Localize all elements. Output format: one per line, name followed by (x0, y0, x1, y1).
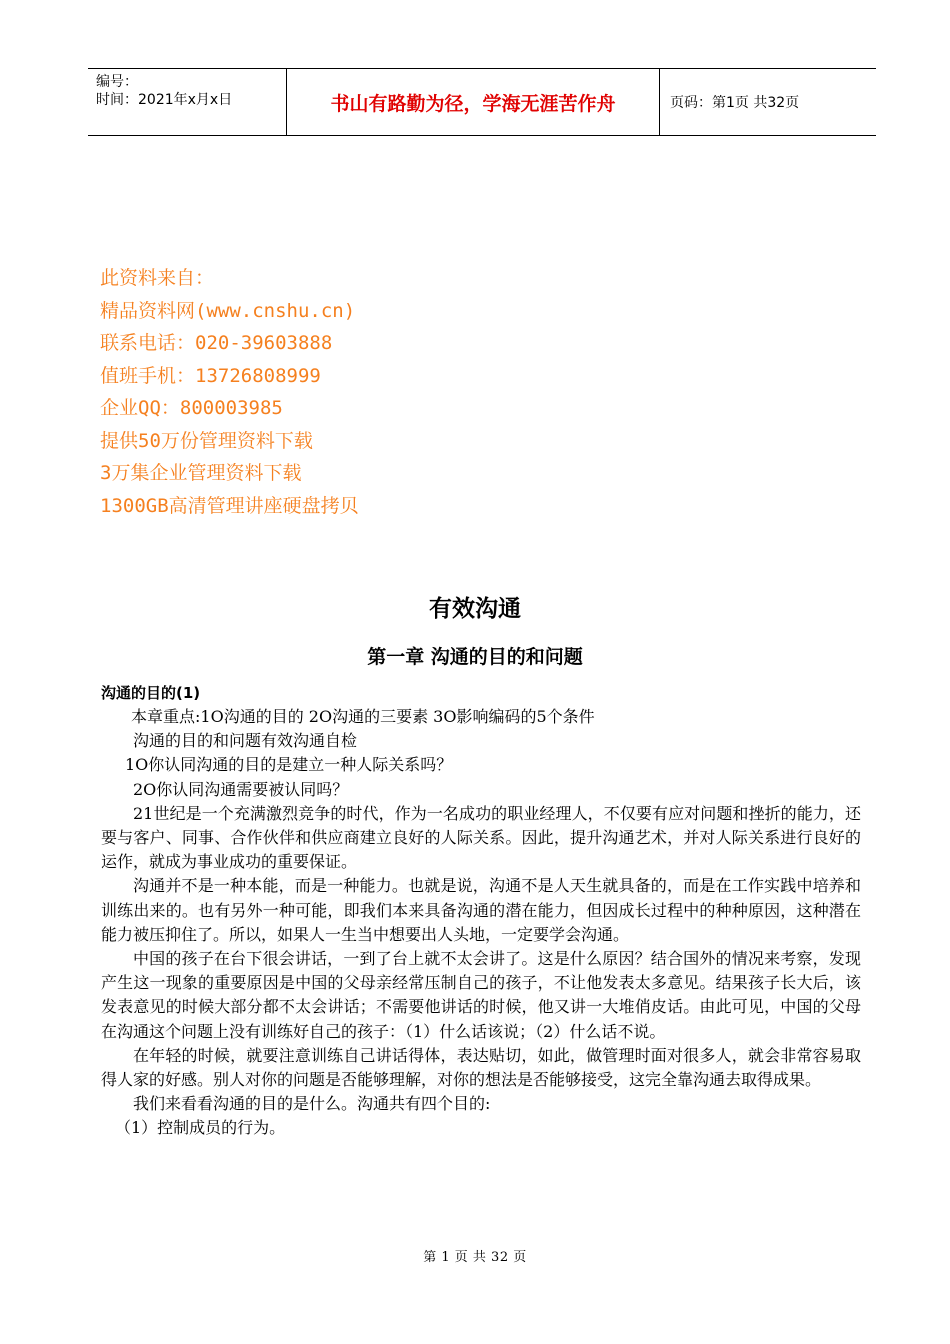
source-line: 此资料来自： (100, 267, 215, 289)
source-line: 3万集企业管理资料下载 (100, 462, 302, 484)
body-text (101, 705, 861, 1141)
header-meta (88, 69, 286, 135)
source-line: 联系电话：020-39603888 (100, 332, 333, 354)
paragraph: 1O你认同沟通的目的是建立一种人际关系吗？ (125, 755, 453, 775)
page-header (88, 68, 876, 136)
paragraph: 在年轻的时候，就要注意训练自己讲话得体，表达贴切，如此，做管理时面对很多人，就会非常容易取得人家的好感。别人对你的问题是否能够理解，对你的想法是否能够接受，这完全靠沟通去取得成果。 (101, 1045, 861, 1090)
source-line: 精品资料网(www.cnshu.cn) (100, 299, 356, 322)
paragraph: 沟通的目的和问题有效沟通自检 (133, 731, 358, 751)
section-heading: 沟通的目的(1) (101, 684, 201, 702)
source-line: 企业QQ：800003985 (100, 397, 283, 419)
document-title: 有效沟通 (429, 596, 521, 622)
paragraph: 中国的孩子在台下很会讲话，一到了台上就不太会讲了。这是什么原因？结合国外的情况来考察，发现产生这一现象的重要原因是中国的父母亲经常压制自己的孩子，不让他发表太多意见。结果孩子长大后，该发表意见的时候大部分都不太会讲话；不需要他讲话的时候，他又讲一大堆俏皮话。由此可见，中国的父母在沟通这个问题上没有训练好自己的孩子：（1）什么话该说；（2）什么话不说。 (101, 949, 861, 1041)
source-line: 提供50万份管理资料下载 (100, 429, 313, 452)
paragraph: 21世纪是一个充满激烈竞争的时代，作为一名成功的职业经理人，不仅要有应对问题和挫折的能力，还要与客户、同事、合作伙伴和供应商建立良好的人际关系。因此，提升沟通艺术，并对人际关系进行良好的运作，就成为事业成功的重要保证。 (101, 803, 861, 872)
header-page-info: 页码：第1页 共32页 (670, 95, 800, 111)
source-info (100, 262, 359, 522)
header-motto: 书山有路勤为径，学海无涯苦作舟 (286, 69, 660, 135)
time-label: 时间：2021年x月x日 (96, 92, 233, 108)
paragraph: 本章重点:1O沟通的目的 2O沟通的三要素 3O影响编码的5个条件 (131, 707, 595, 726)
paragraph: 沟通并不是一种本能，而是一种能力。也就是说，沟通不是人天生就具备的，而是在工作实践中培养和训练出来的。也有另外一种可能，即我们本来具备沟通的潜在能力，但因成长过程中的种种原因，这种潜在能力被压抑住了。所以，如果人一生当中想要出人头地，一定要学会沟通。 (101, 876, 861, 944)
chapter-title: 第一章 沟通的目的和问题 (367, 646, 583, 668)
page-footer: 第 1 页 共 32 页 (423, 1250, 527, 1265)
paragraph: 2O你认同沟通需要被认同吗？ (133, 779, 349, 799)
source-line: 值班手机：13726808999 (100, 364, 321, 387)
paragraph: 我们来看看沟通的目的是什么。沟通共有四个目的: (133, 1094, 491, 1114)
number-label: 编号： (96, 74, 138, 90)
source-line: 1300GB高清管理讲座硬盘拷贝 (100, 494, 359, 517)
list-item: （1）控制成员的行为。 (115, 1118, 286, 1138)
